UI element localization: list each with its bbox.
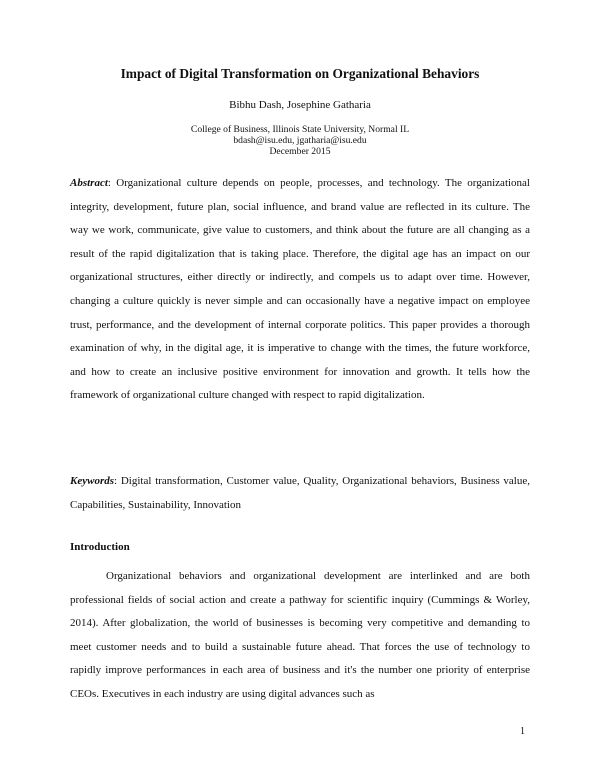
paper-authors: Bibhu Dash, Josephine Gatharia (229, 99, 371, 111)
keywords-paragraph (70, 470, 530, 517)
paper-title: Impact of Digital Transformation on Organizational Behaviors (120, 66, 480, 81)
author-emails: bdash@isu.edu, jgatharia@isu.edu (233, 135, 367, 146)
affiliation-block (0, 124, 600, 157)
keywords-text: : Digital transformation, Customer value, Quality, Organizational behaviors, Business value, Capabilities, Sustainability, Innovation (70, 475, 530, 511)
introduction-paragraph: Organizational behaviors and organizational development are interlinked and are both professional fields of social action and create a pathway for scientific inquiry (Cummings & Worley, 2014). After globalization, the world of businesses is becoming very competitive and demanding to meet customer needs and to build a sustainable future ahead. That forces the use of technology to rapidly improve performances in each area of business and it's the number one priority of enterprise CEOs. Executives in each industry are using digital advances such as (70, 570, 530, 700)
page-number: 1 (520, 726, 525, 737)
abstract-text: : Organizational culture depends on people, processes, and technology. The organizational integrity, development, future plan, social influence, and brand value are reflected in its culture. The way we work, communicate, give value to customers, and think about the future are all changing as a result of the rapid digitalization that is taking place. Therefore, the digital age has an impact on our organizational structures, either directly or indirectly, and compels us to adapt over time. However, changing a culture quickly is never simple and can occasionally have a negative impact on employee trust, performance, and the development of internal corporate politics. This paper provides a thorough examination of why, in the digital age, it is imperative to change with the times, the future workforce, and how to create an inclusive positive environment for innovation and growth. It tells how the framework of organizational culture changed with respect to rapid digitalization. (70, 177, 530, 402)
abstract-paragraph (70, 172, 530, 408)
section-heading-introduction: Introduction (70, 541, 130, 553)
abstract-label: Abstract (70, 177, 108, 189)
affiliation: College of Business, Illinois State University, Normal IL (190, 124, 410, 135)
paper-date: December 2015 (269, 146, 331, 157)
keywords-label: Keywords (70, 475, 114, 487)
